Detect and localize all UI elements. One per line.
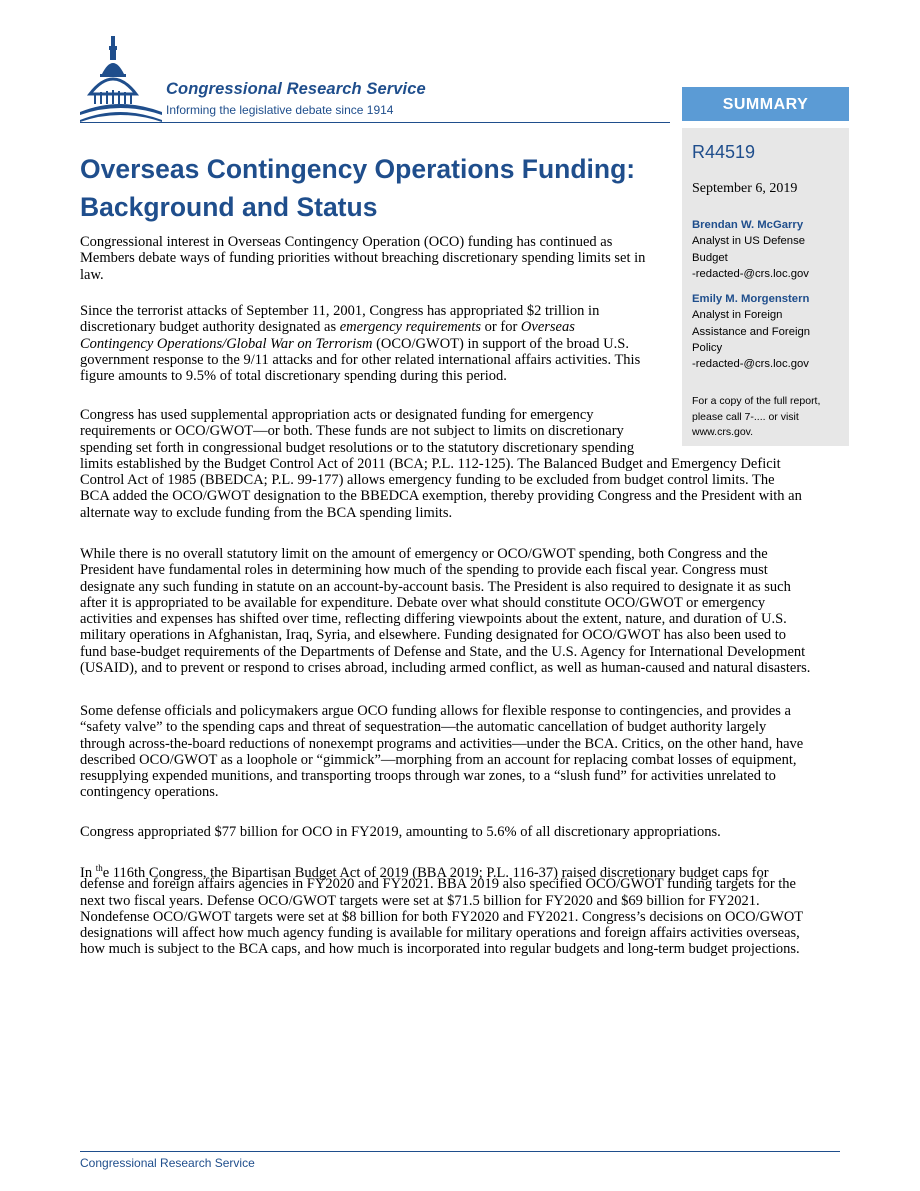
copy-note-link[interactable]: www.crs.gov. (692, 426, 754, 438)
author-name: Brendan W. McGarry (692, 219, 804, 231)
report-number: R44519 (692, 142, 756, 162)
body-paragraph (80, 860, 803, 958)
body-paragraph (80, 546, 810, 676)
text-line: through across-the-board reductions of nonexempt programs and activities—under the BCA. Critics, on the other hand, have (80, 735, 804, 752)
copy-note-line: For a copy of the full report, (692, 395, 821, 407)
text-line: how much is subject to the BCA caps, and how much is incorporated into regular budgets and long-term budget projections. (80, 941, 800, 958)
summary-tab: SUMMARY (682, 87, 849, 121)
body-paragraph (80, 303, 640, 384)
text-line: activities and expenses has shifted over time, reflecting differing viewpoints about the extent, nature, and duration of U.S. (80, 611, 787, 628)
text-line: (USAID), and to prevent or respond to crises abroad, including armed conflict, as well as human-caused and natural disasters. (80, 660, 811, 677)
text-line: Contingency Operations/Global War on Terrorism (OCO/GWOT) in support of the broad U.S. (80, 335, 629, 352)
footer-divider (80, 1151, 840, 1152)
author-email[interactable]: -redacted-@crs.loc.gov (692, 358, 809, 371)
author-name: Emily M. Morgenstern (692, 293, 810, 305)
text-line: Since the terrorist attacks of September 11, 2001, Congress has appropriated $2 trillion in (80, 303, 600, 319)
text-line: defense and foreign affairs agencies in FY2020 and FY2021. BBA 2019 also specified OCO/GWOT funding targets for the (80, 876, 796, 893)
author-title-line: Policy (692, 341, 723, 354)
body-paragraph (80, 824, 721, 840)
author-title-line: Budget (692, 251, 728, 264)
author-title-line: Analyst in US Defense (692, 235, 806, 248)
footer-org-name: Congressional Research Service (80, 1156, 255, 1170)
author-title-line: Assistance and Foreign (692, 325, 811, 338)
header-divider (80, 122, 670, 123)
text-line: Control Act of 1985 (BBEDCA; P.L. 99-177) allows emergency funding to be excluded from budget control limits. The (80, 472, 775, 489)
text-line: military operations in Afghanistan, Iraq, Syria, and elsewhere. Funding designated for OCO/GWOT has also been used to (80, 627, 787, 644)
crs-header (80, 30, 670, 124)
text-line: Members debate ways of funding priorities without breaching discretionary spending limits set in (80, 250, 646, 267)
text-line: Congress appropriated $77 billion for OCO in FY2019, amounting to 5.6% of all discretionary appropriations. (80, 824, 721, 840)
author-title-line: Analyst in Foreign (692, 309, 783, 322)
text-line: limits established by the Budget Control Act of 2011 (BCA; P.L. 112-125). The Balanced Budget and Emergency Deficit (80, 455, 781, 472)
text-line: figure amounts to 9.5% of total discretionary spending during this period. (80, 368, 507, 385)
author-block (692, 291, 847, 372)
text-line: fund base-budget requirements of the Departments of Defense and State, and the U.S. Agency for International Development (80, 643, 806, 660)
text-line: government response to the 9/11 attacks and for other related international affairs activities. This (80, 351, 641, 368)
text-line: contingency operations. (80, 784, 219, 801)
author-block (692, 217, 847, 282)
text-line: spending set forth in congressional budget resolutions or to the statutory discretionary spending (80, 439, 635, 456)
text-line: Nondefense OCO/GWOT targets were set at $8 billion for both FY2020 and FY2021. Congress’s decisions on OCO/GWOT (80, 908, 804, 925)
org-tagline: Informing the legislative debate since 1914 (166, 103, 394, 117)
text-line: While there is no overall statutory limit on the amount of emergency or OCO/GWOT spending, both Congress and the (80, 546, 768, 562)
report-title (80, 150, 670, 226)
text-line: President have fundamental roles in determining how much of the spending to provide each fiscal year. Congress must (80, 562, 768, 579)
text-line: “safety valve” to the spending caps and threat of sequestration—the automatic cancellation of budget authority largely (80, 719, 767, 736)
text-line: alternate way to exclude funding from the BCA spending limits. (80, 504, 453, 521)
text-line: designations will affect how much agency funding is available for military operations and foreign affairs activities overseas, (80, 925, 800, 942)
text-line: BCA added the OCO/GWOT designation to the BBEDCA exemption, thereby providing Congress and the President with an (80, 488, 802, 505)
text-line: designate any such funding in statute on an account-by-account basis. The President is also required to designate it as such (80, 578, 791, 595)
org-name: Congressional Research Service (166, 80, 426, 98)
text-line: after it is appropriated to be available for expenditure. Debate over what should constitute OCO/GWOT or emergency (80, 594, 766, 611)
capitol-dome-icon (80, 34, 162, 122)
author-email[interactable]: -redacted-@crs.loc.gov (692, 267, 809, 280)
report-date: September 6, 2019 (692, 181, 798, 196)
text-line: discretionary budget authority designated as emergency requirements or for Overseas (80, 319, 575, 336)
text-line: resupplying expended munitions, and transporting troops through war zones, to a “slush fund” for activities unrelated to (80, 768, 776, 785)
text-line: Congress has used supplemental appropriation acts or designated funding for emergency (80, 407, 594, 423)
body-paragraph (80, 703, 803, 801)
title-line: Overseas Contingency Operations Funding: (80, 154, 636, 184)
text-line: law. (80, 266, 104, 283)
text-line: requirements or OCO/GWOT—or both. These funds are not subject to limits on discretionary (80, 423, 624, 440)
body-paragraph (80, 234, 645, 283)
text-line: next two fiscal years. Defense OCO/GWOT targets were set at $71.5 billion for FY2020 and $69 billion for FY2021. (80, 892, 760, 909)
title-line: Background and Status (80, 192, 378, 222)
text-line: In $^{th}$e 116th Congress, the Bipartisan Budget Act of 2019 (BBA 2019; P.L. 116-37) raised discretionary budget caps for (80, 863, 769, 881)
text-line: Some defense officials and policymakers argue OCO funding allows for flexible response to contingencies, and provides a (80, 703, 791, 719)
text-line: Congressional interest in Overseas Contingency Operation (OCO) funding has continued as (80, 234, 613, 250)
body-paragraph (80, 407, 802, 521)
copy-note-line: please call 7-.... or visit (692, 410, 799, 423)
text-line: described OCO/GWOT as a loophole or “gimmick”—morphing from an account for replacing combat losses of equipment, (80, 751, 797, 768)
